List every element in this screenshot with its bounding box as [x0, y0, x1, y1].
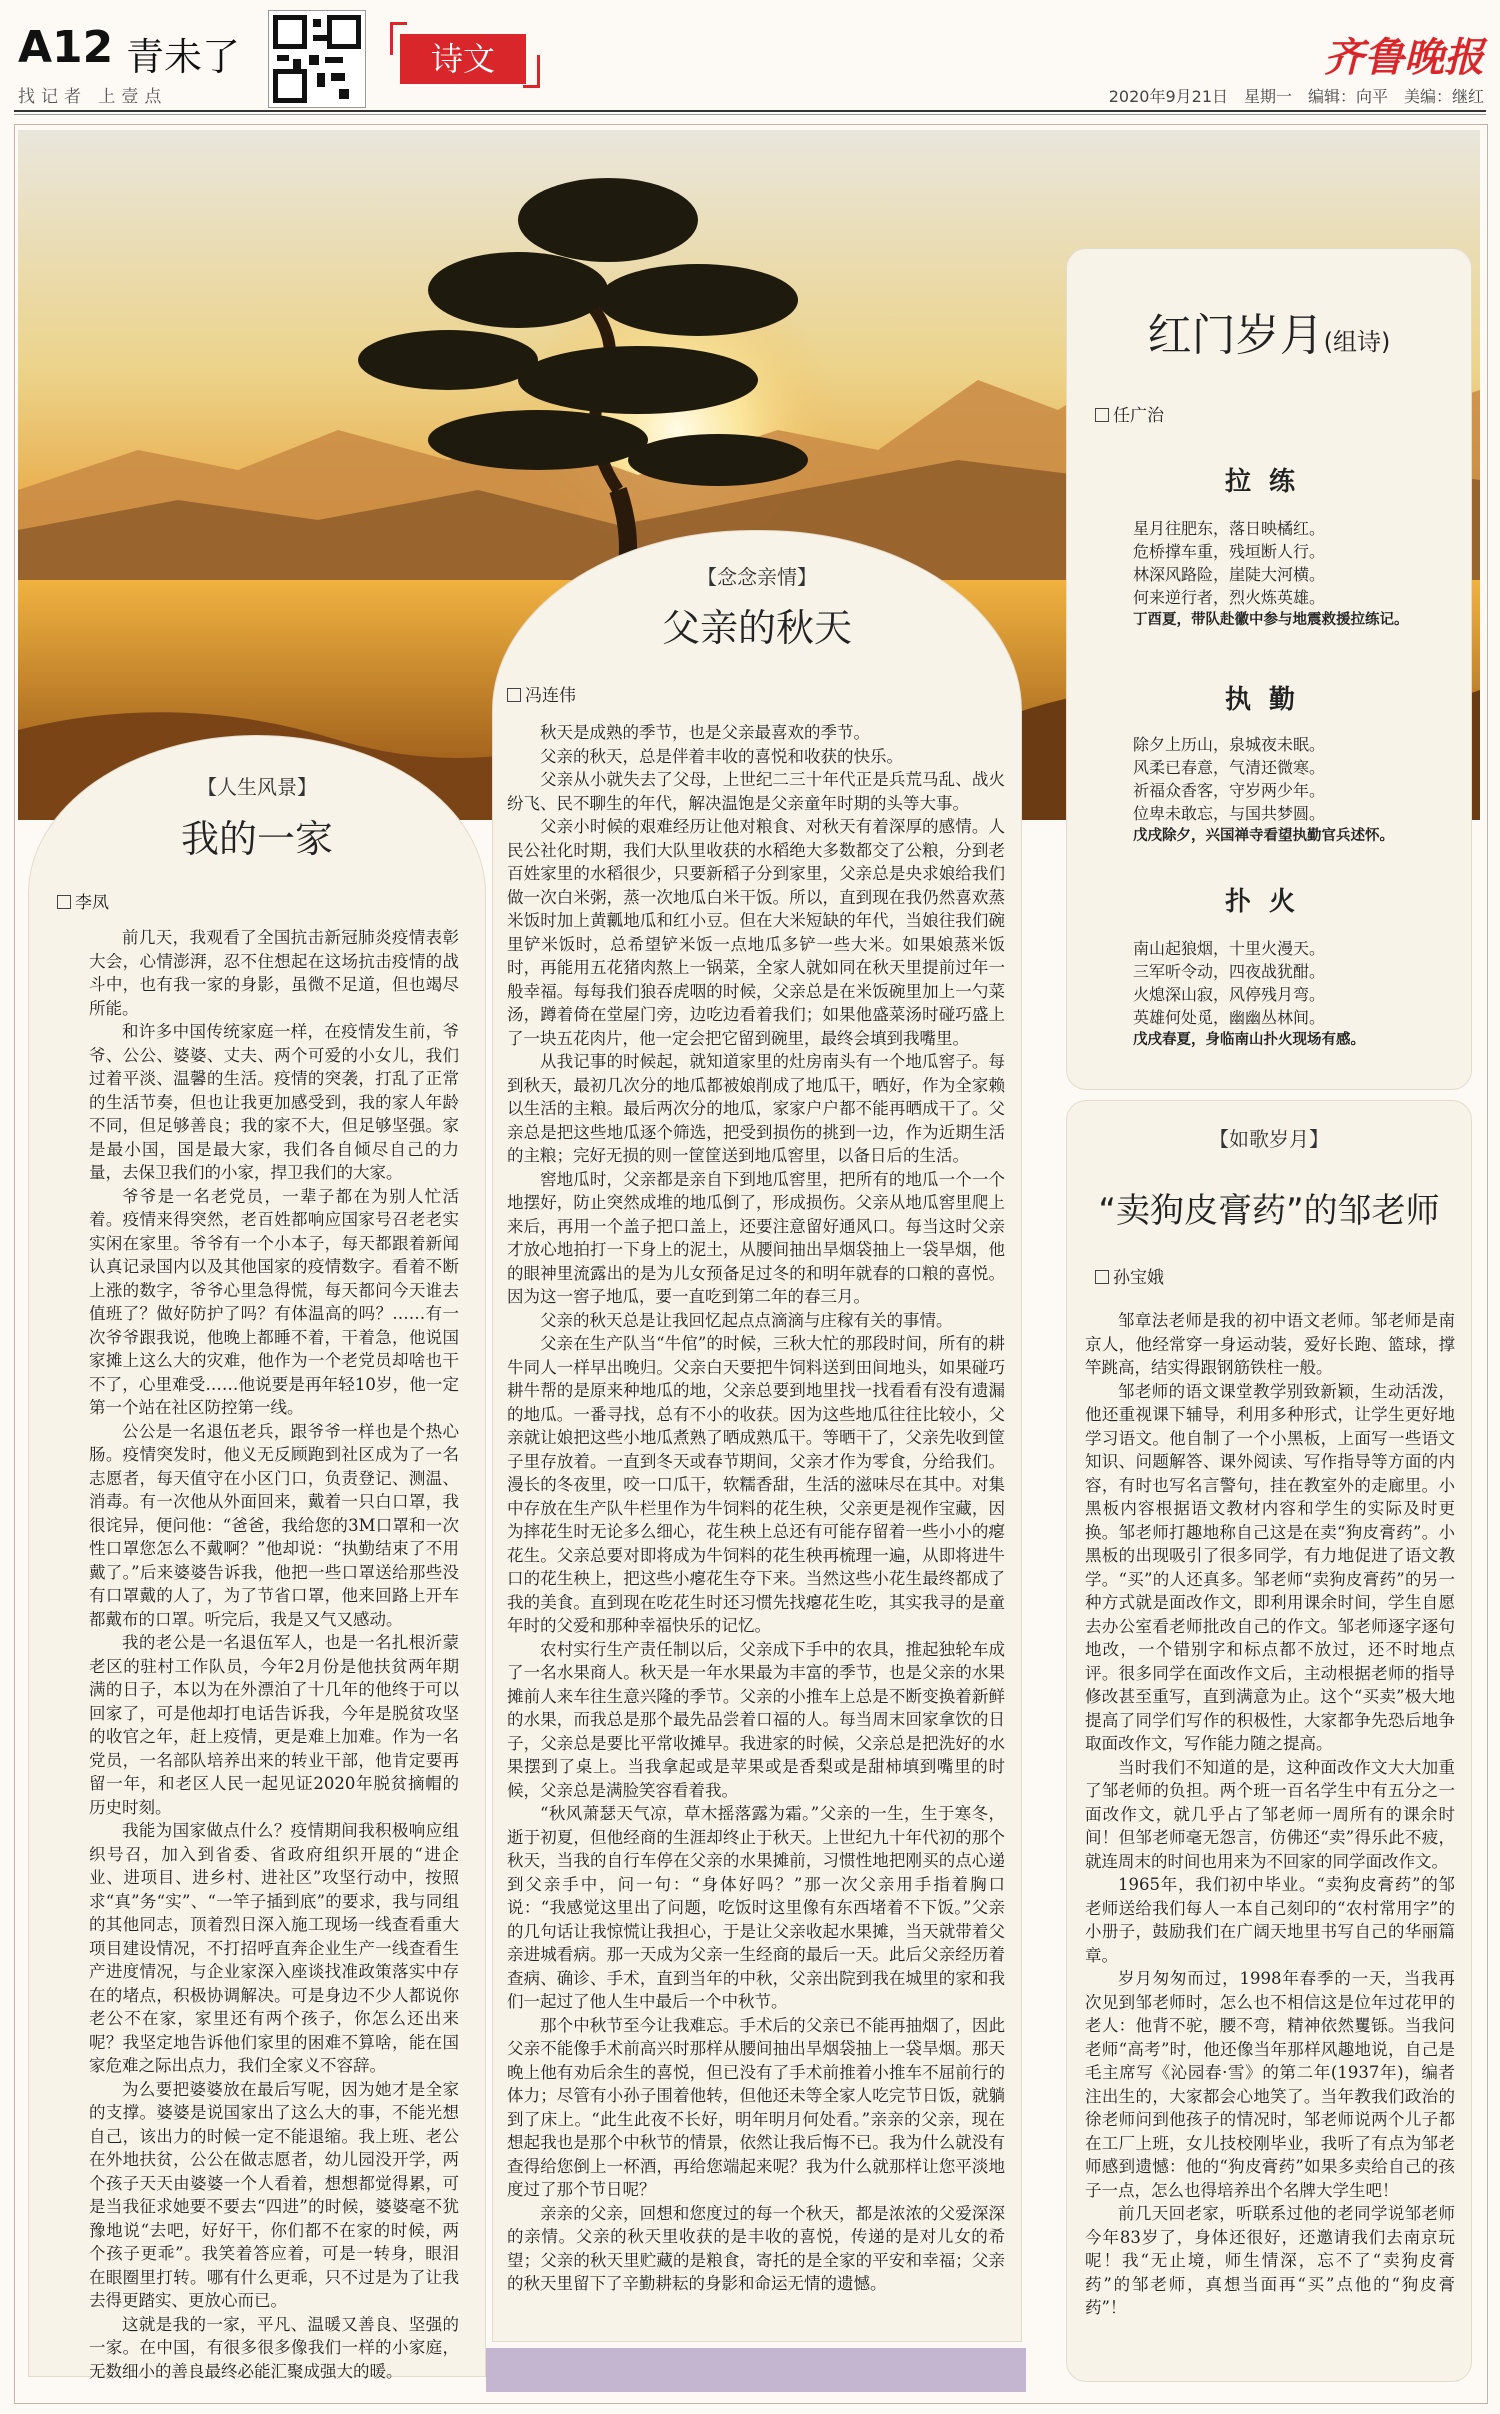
paragraph: 为么要把婆婆放在最后写呢，因为她才是全家的支撑。婆婆是说国家出了这么大的事，不能光想自己，该出力的时候一定不能退缩。我上班、老公在外地扶贫，公公在做志愿者，幼儿园没开学，两个孩子天天由婆婆一个人看着，想想都觉得累，可是当我征求她要不要去“四进”的时候，婆婆毫不犹豫地说“去吧，好好干，你们都不在家的时候，两个孩子更乖”。我笑着答应着，可是一转身，眼泪在眼圈里打转。哪有什么更乖，只不过是为了让我去得更踏实、更放心而已。 — [89, 2079, 459, 2310]
paragraph: 父亲的秋天，总是伴着丰收的喜悦和收获的快乐。 — [540, 746, 903, 766]
paragraph: 农村实行生产责任制以后，父亲成下手中的农具，推起独轮车成了一名水果商人。秋天是一年水果最为丰富的季节，也是父亲的水果摊前人来车往生意兴隆的季节。父亲的小推车上总是不断变换着新鲜的水果，而我总是那个最先品尝着口福的人。每当周末回家拿饮的日子，父亲总是要比平常收摊早。我进家的时候，父亲总是把洗好的水果摆到了桌上。当我拿起或是苹果或是香梨或是甜柿填到嘴里的时候，父亲总是满脸笑容看着我。 — [507, 1639, 1005, 1800]
article-author: 孙宝娥 — [1095, 1263, 1164, 1288]
article-card-father — [492, 530, 1022, 2342]
poem-body — [1133, 733, 1453, 847]
poem-line: 除夕上历山，泉城夜未眠。 — [1133, 735, 1326, 754]
poem-line: 何来逆行者，烈火炼英雄。 — [1133, 588, 1326, 607]
paragraph: “秋风萧瑟天气凉，草木摇落露为霜。”父亲的一生，生于寒冬，逝于初夏，但他经商的生涯却终止于秋天。上世纪九十年代初的那个秋天，当我的自行车停在父亲的水果摊前，习惯性地把刚买的点心递到父亲手中，问一句：“身体好吗？”那一次父亲用手指着胸口说：“我感觉这里出了问题，吃饭时这里像有东西堵着不下饭。”父亲的几句话让我惊慌让我担心，于是让父亲收起水果摊，当天就带着父亲进城看病。那一天成为父亲一生经商的最后一天。此后父亲经历着查病、确诊、手术，直到当年的中秋，父亲出院到我在城里的家和我们一起过了他人生中最后一个中秋节。 — [507, 1804, 1005, 2011]
paragraph: 父亲在生产队当“牛倌”的时候，三秋大忙的那段时间，所有的耕牛同人一样早出晚归。父亲白天要把牛饲料送到田间地头，如果碰巧耕牛帮的是原来种地瓜的地，父亲总要到地里找一找看看有没有遗漏的地瓜。一番寻找，总有不小的收获。因为这些地瓜往往比较小，父亲就让娘把这些小地瓜煮熟了晒成熟瓜干。等晒干了，父亲先收到筐子里存放着。一直到冬天或春节期间，父亲才作为零食，分给我们。漫长的冬夜里，咬一口瓜干，软糯香甜，生活的滋味尽在其中。对集中存放在生产队牛栏里作为牛饲料的花生秧，父亲更是视作宝藏，因为摔花生时无论多么细心，花生秧上总还有可能存留着一些小小的瘪花生。父亲总要对即将成为牛饲料的花生秧再梳理一遍，从即将进牛口的花生秧上，把这些小瘪花生夺下来。当然这些小花生最终都成了我的美食。直到现在吃花生时还习惯先找瘪花生吃，其实我寻的是童年时的父爱和那种幸福快乐的记忆。 — [507, 1334, 1005, 1635]
poem-heading: 拉练 — [1224, 467, 1313, 497]
column-label: 诗文 — [400, 34, 526, 84]
poem-line: 星月往肥东，落日映橘红。 — [1133, 519, 1326, 538]
page-number: A12 — [18, 22, 114, 73]
poem-line: 风柔已春意，气清还微寒。 — [1133, 758, 1326, 777]
paragraph: 当时我们不知道的是，这种面改作文大大加重了邹老师的负担。两个班一百名学生中有五分之一面改作文，就几乎占了邹老师一周所有的课余时间！但邹老师毫无怨言，仿佛还“卖”得乐此不疲，就连周末的时间也用来为不回家的同学面改作文。 — [1085, 1757, 1455, 1871]
article-author: 李凤 — [57, 888, 109, 913]
article-body — [507, 721, 1005, 2333]
poem-line: 南山起狼烟，十里火漫天。 — [1133, 939, 1326, 958]
article-tag: 【如歌岁月】 — [1209, 1127, 1329, 1151]
article-body — [89, 926, 459, 2381]
poem-heading: 扑火 — [1224, 887, 1313, 917]
paragraph: 窖地瓜时，父亲都是亲自下到地瓜窖里，把所有的地瓜一个一个地摆好，防止突然成堆的地瓜倒了，形成损伤。父亲从地瓜窖里爬上来后，再用一个盖子把口盖上，还要注意留好通风口。每当这时父亲才放心地拍打一下身上的泥土，从腰间抽出旱烟袋抽上一袋旱烟，他的眼神里流露出的是为儿女预备足过冬的和明年就春的口粮的喜悦。因为这一窖子地瓜，要一直吃到第二年的春三月。 — [507, 1169, 1005, 1306]
paragraph: 秋天是成熟的季节，也是父亲最喜欢的季节。 — [540, 723, 870, 742]
paragraph: 我能为国家做点什么？疫情期间我积极响应组织号召，加入到省委、省政府组织开展的“进企业、进项目、进乡村、进社区”攻坚行动中，按照求“真”务“实”、“一竿子插到底”的要求，我与同组的其他同志，顶着烈日深入施工现场一线查看重大项目建设情况，不打招呼直奔企业生产一线查看生产进度情况，与企业家深入座谈找准政策落实中存在的堵点，积极协调解决。可是身边不少人都说你老公不在家，家里还有两个孩子，你怎么还出来呢？我坚定地告诉他们家里的困难不算啥，能在国家危难之际出点力，我们全家义不容辞。 — [89, 1821, 459, 2075]
article-card-my-home — [28, 735, 486, 2381]
paragraph: 公公是一名退伍老兵，跟爷爷一样也是个热心肠。疫情突发时，他义无反顾跑到社区成为了一名志愿者，每天值守在小区门口，负责登记、测温、消毒。有一次他从外面回来，戴着一只白口罩，我很诧异，便问他：“爸爸，我给您的3M口罩和一次性口罩您怎么不戴啊？”他却说：“执勤结束了不用戴了。”后来婆婆告诉我，他把一些口罩送给那些没有口罩戴的人了，为了节省口罩，他来回路上开车都戴布的口罩。听完后，我是又气又感动。 — [89, 1421, 459, 1629]
poem-author: 任广治 — [1095, 401, 1164, 426]
paragraph: 1965年，我们初中毕业。“卖狗皮膏药”的邹老师送给我们每人一本自己刻印的“农村常用字”的小册子，鼓励我们在广阔天地里书写自己的华丽篇章。 — [1085, 1875, 1455, 1965]
paragraph: 父亲的秋天总是让我回忆起点点滴滴与庄稼有关的事情。 — [540, 1310, 953, 1330]
paragraph: 亲亲的父亲，回想和您度过的每一个秋天，都是浓浓的父爱深深的亲情。父亲的秋天里收获的是丰收的喜悦，传递的是对儿女的希望；父亲的秋天里贮藏的是粮食，寄托的是全家的平安和幸福；父亲的秋天里留下了辛勤耕耘的身影和命运无情的遗憾。 — [507, 2203, 1005, 2293]
poem-note: 丁酉夏，带队赴徽中参与地震救援拉练记。 — [1133, 611, 1409, 628]
poem-note: 戊戌春夏，身临南山扑火现场有感。 — [1133, 1031, 1365, 1048]
article-author: 冯连伟 — [507, 681, 576, 706]
poem-collection-title: 红门岁月 — [1147, 310, 1324, 361]
poem-line: 位卑未敢忘，与国共梦圆。 — [1133, 804, 1326, 823]
article-tag: 【人生风景】 — [197, 775, 317, 799]
section-name: 青未了 — [126, 35, 241, 79]
paragraph: 从我记事的时候起，就知道家里的灶房南头有一个地瓜窖子。每到秋天，最初几次分的地瓜都被娘削成了地瓜干，晒好，作为全家赖以生活的主粮。最后两次分的地瓜，家家户户都不能再晒成干了。父亲总是把这些地瓜逐个筛选，把受到损伤的挑到一边，作为近期生活的主粮；完好无损的则一筐筐送到地瓜窖里，以备日后的生活。 — [507, 1052, 1005, 1165]
poem-line: 三军听令动，四夜战犹酣。 — [1133, 962, 1326, 981]
paragraph: 我的老公是一名退伍军人，也是一名扎根沂蒙老区的驻村工作队员，今年2月份是他扶贫两年期满的日子，本以为在外漂泊了十几年的他终于可以回家了，可是他却打电话告诉我，今年是脱贫攻坚的收官之年，赶上疫情，更是难上加难。作为一名党员，一名部队培养出来的转业干部，他肯定要再留一年，和老区人民一起见证2020年脱贫摘帽的历史时刻。 — [89, 1633, 459, 1817]
masthead — [0, 0, 1500, 120]
divider — [14, 114, 1486, 115]
divider — [14, 110, 1486, 112]
qr-code-icon[interactable] — [268, 10, 366, 108]
paragraph: 那个中秋节至今让我难忘。手术后的父亲已不能再抽烟了，因此父亲不能像手术前高兴时那样从腰间抽出旱烟袋抽上一袋旱烟。那天晚上他有劝后余生的喜悦，但已没有了手术前推着小推车不屈前行的体力；尽管有小孙子围着他转，但他还未等全家人吃完节日饭，就躺到了床上。“此生此夜不长好，明年明月何处看。”亲亲的父亲，现在想起我也是那个中秋节的情景，依然让我后悔不已。我为什么就没有查得给您倒上一杯酒，再给您端起来呢？我为什么就那样让您平淡地度过了那个节日呢？ — [507, 2015, 1005, 2199]
dateline: 2020年9月21日 星期一 编辑：向平 美编：继红 — [1108, 87, 1484, 106]
paragraph: 父亲小时候的艰难经历让他对粮食、对秋天有着深厚的感情。人民公社化时期，我们大队里收获的水稻绝大多数都交了公粮，分到老百姓家里的水稻很少，只要新稻子分到家里，父亲总是央求娘给我们做一次白米粥，蒸一次地瓜白米干饭。所以，直到现在我仍然喜欢蒸米饭时加上黄瓤地瓜和红小豆。但在大米短缺的年代，当娘往我们碗里铲米饭时，总希望铲米饭一点地瓜多铲一些大米。如果娘蒸米饭时，再能用五花猪肉熬上一锅菜，全家人就如同在秋天里提前过年一般幸福。每每我们狼吞虎咽的时候，父亲总是在米饭碗里加上一勺菜汤，蹲着倚在堂屋门旁，边吃边看着我们；如果他盛菜汤时碰巧盛上了一块五花肉片，他一定会把它留到碗里，最终会填到我嘴里。 — [507, 817, 1005, 1048]
poem-body — [1133, 517, 1453, 631]
article-title: 我的一家 — [180, 817, 333, 861]
poem-line: 危桥撑车重，残垣断人行。 — [1133, 542, 1326, 561]
poem-line: 火熄深山寂，风停残月弯。 — [1133, 985, 1326, 1004]
poem-body — [1133, 937, 1453, 1051]
paragraph: 爷爷是一名老党员，一辈子都在为别人忙活着。疫情来得突然，老百姓都响应国家号召老老实实闲在家里。爷爷有一个小本子，每天都跟着新闻认真记录国内以及其他国家的疫情数字。看着不断上涨的数字，爷爷心里急得慌，每天都问今天谁去值班了？做好防护了吗？有体温高的吗？……有一次爷爷跟我说，他晚上都睡不着，干着急，他说国家摊上这么大的灾难，他作为一个老党员却啥也干不了，心里难受……他说要是再年轻10岁，他一定第一个站在社区防控第一线。 — [89, 1186, 459, 1417]
poem-card-red-gate — [1066, 248, 1472, 1090]
poem-line: 英雄何处觅，幽幽丛林间。 — [1133, 1008, 1326, 1027]
column-tag — [390, 22, 540, 88]
paragraph: 这就是我的一家，平凡、温暖又善良、坚强的一家。在中国，有很多很多像我们一样的小家庭，无数细小的善良最终必能汇聚成强大的暖。 — [89, 2314, 459, 2381]
poem-collection-subtitle: (组诗) — [1323, 328, 1391, 356]
poem-line: 林深风路险，崖陡大河横。 — [1133, 565, 1326, 584]
paragraph: 岁月匆匆而过，1998年春季的一天，当我再次见到邹老师时，怎么也不相信这是位年过花甲的老人：他背不驼，腰不弯，精神依然矍铄。当我问老师“高考”时，他还像当年那样风趣地说，自己是毛主席写《沁园春·雪》的第二年(1937年)，编者注出生的，大家都会心地笑了。当年教我们政治的徐老师问到他孩子的情况时，邹老师说两个儿子都在工厂上班，女儿技校刚毕业，我听了有点为邹老师感到遗憾：他的“狗皮膏药”如果多卖给自己的孩子一点，怎么也得培养出个名牌大学生吧！ — [1085, 1969, 1455, 2200]
paragraph: 和许多中国传统家庭一样，在疫情发生前，爷爷、公公、婆婆、丈夫、两个可爱的小女儿，我们过着平淡、温馨的生活。疫情的突袭，打乱了正常的生活节奏，但也让我更加感受到，我的家人年龄不同，但足够善良；我的家不大，但足够坚强。家是最小国，国是最大家，我们各自倾尽自己的力量，去保卫我们的小家，捍卫我们的大家。 — [89, 1022, 459, 1182]
paragraph: 前几天，我观看了全国抗击新冠肺炎疫情表彰大会，心情澎湃，忍不住想起在这场抗击疫情的战斗中，也有我一家的身影，虽微不足道，但也竭尽所能。 — [89, 928, 459, 1018]
poem-title-group — [1067, 299, 1471, 363]
article-title: “卖狗皮膏药”的邹老师 — [1098, 1191, 1440, 1231]
article-tag: 【念念亲情】 — [697, 565, 817, 589]
article-card-teacher — [1066, 1100, 1472, 2382]
paragraph: 邹老师的语文课堂教学别致新颖，生动活泼，他还重视课下辅导，利用多种形式，让学生更好地学习语文。他自制了一个小黑板，上面写一些语文知识、问题解答、课外阅读、写作指导等方面的内容，有时也写名言警句，挂在教室外的走廊里。小黑板内容根据语文教材内容和学生的实际及时更换。邹老师打趣地称自己这是在卖“狗皮膏药”。小黑板的出现吸引了很多同学，有力地促进了语文教学。“买”的人还真多。邹老师“卖狗皮膏药”的另一种方式就是面改作文，即利用课余时间，学生自愿去办公室看老师批改自己的作文。邹老师逐字逐句地改，一个错别字和标点都不放过，还不时地点评。很多同学在面改作文后，主动根据老师的指导修改甚至重写，直到满意为止。这个“买卖”极大地提高了同学们写作的积极性，大家都争先恐后地争取面改作文，写作能力随之提高。 — [1085, 1381, 1455, 1753]
article-title: 父亲的秋天 — [661, 606, 852, 650]
footer-decoration-bar — [486, 2348, 1026, 2392]
paragraph: 父亲从小就失去了父母，上世纪二三十年代正是兵荒马乱、战火纷飞、民不聊生的年代，解决温饱是父亲童年时期的头等大事。 — [507, 770, 1005, 813]
newspaper-logo: 齐鲁晚报 — [1324, 34, 1484, 81]
paragraph: 前几天回老家，听联系过他的老同学说邹老师今年83岁了，身体还很好，还邀请我们去南京玩呢！我“无止境，师生情深，忘不了“卖狗皮膏药”的邹老师，真想当面再“买”点他的“狗皮膏药”！ — [1085, 2204, 1455, 2317]
article-body — [1085, 1309, 1455, 2369]
poem-heading: 执勤 — [1224, 685, 1313, 715]
poem-line: 祈福众香客，守岁两少年。 — [1133, 781, 1326, 800]
slogan: 找记者 上壹点 — [18, 87, 168, 107]
poem-note: 戊戌除夕，兴国禅寺看望执勤官兵述怀。 — [1133, 827, 1394, 844]
paragraph: 邹章法老师是我的初中语文老师。邹老师是南京人，他经常穿一身运动装，爱好长跑、篮球，撑竿跳高，结实得跟钢筋铁柱一般。 — [1085, 1311, 1455, 1377]
